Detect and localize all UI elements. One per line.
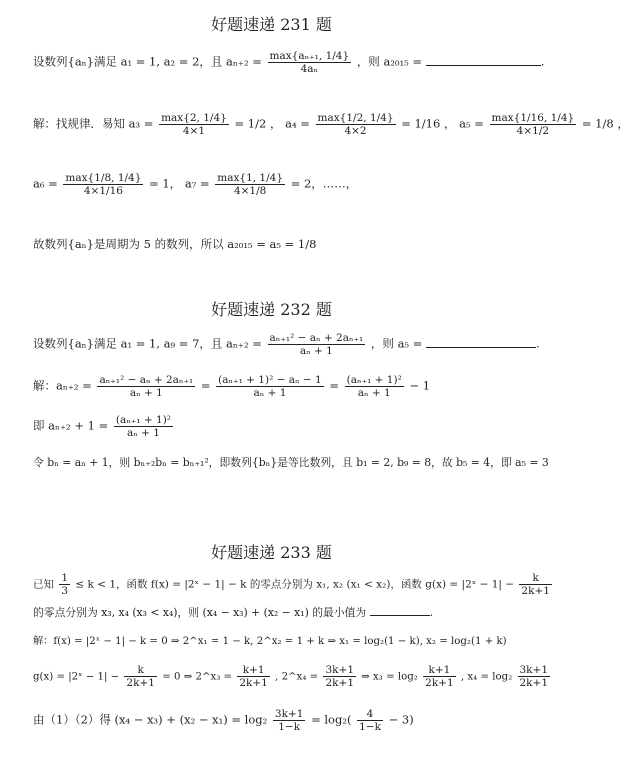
- problem-233-question-line2: 的零点分别为 x₃, x₄ (x₃ < x₄)，则 (x₄ − x₃) + (x₂ − x₁) 的最小值为 .: [33, 606, 434, 619]
- answer-blank: [426, 347, 536, 348]
- problem-232-question: 设数列{aₙ}满足 a₁ = 1, a₉ = 7，且 aₙ₊₂ = $\frac{\text{aₙ₊₁² − aₙ + 2aₙ₊₁}}{\text{aₙ + 1}}$ ，则 a₅ = .: [33, 332, 540, 357]
- fraction: $\frac{k+1}{2k+1}$: [425, 664, 454, 689]
- fraction: $\frac{\text{(aₙ₊₁ + 1)²}}{\text{aₙ + 1}}$: [346, 374, 402, 399]
- problem-231-conclusion: 故数列{aₙ}是周期为 5 的数列，所以 a₂₀₁₅ = a₅ = 1/8: [33, 237, 317, 251]
- fraction: $\frac{\text{aₙ₊₁² − aₙ + 2aₙ₊₁}}{\text{aₙ + 1}}$: [269, 332, 364, 357]
- fraction: max{1/8, 1/4} 4×1/16: [65, 172, 142, 197]
- problem-232-solution-line3: 令 bₙ = aₙ + 1，则 bₙ₊₂bₙ = bₙ₊₁²，即数列{bₙ}是等比数列，且 b₁ = 2, b₉ = 8，故 b₅ = 4，即 a₅ = 3: [33, 456, 549, 469]
- answer-blank: [370, 615, 430, 616]
- problem-233-solution-line1: 解：f(x) = |2ˣ − 1| − k = 0 ⇒ 2^x₁ = 1 − k, 2^x₂ = 1 + k ⇒ x₁ = log₂(1 − k), x₂ = log₂(1 + k): [33, 636, 507, 647]
- answer-blank: [426, 65, 541, 66]
- fraction: $\frac{\text{(aₙ₊₁ + 1)² − aₙ − 1}}{\text{aₙ + 1}}$: [218, 374, 322, 399]
- problem-231-solution-line2: a₆ = max{1/8, 1/4} 4×1/16 = 1， a₇ = max{1, 1/4} 4×1/8 = 2，……，: [33, 172, 358, 197]
- fraction: $\frac{3k+1}{2k+1}$: [325, 664, 355, 689]
- fraction: $\frac{k}{2k+1}$: [126, 664, 155, 689]
- fraction: $\frac{\text{(aₙ₊₁ + 1)²}}{\text{aₙ + 1}}$: [115, 414, 172, 439]
- fraction: $\frac{k}{2k+1}$: [521, 572, 550, 597]
- fraction: $\frac{k+1}{2k+1}$: [239, 664, 268, 689]
- problem-232-solution-line1: 解：aₙ₊₂ = $\frac{\text{aₙ₊₁² − aₙ + 2aₙ₊₁}}{\text{aₙ + 1}}$ = $\frac{\text{(aₙ₊₁ + 1)² − aₙ − 1}}{\text{aₙ + 1}}$ = $\frac{\text{(aₙ₊₁ + 1)²}}{\text{aₙ + 1}}$ − 1: [33, 374, 431, 399]
- problem-231-solution-line1: 解：找规律．易知 a₃ = max{2, 1/4} 4×1 = 1/2 ， a₄ = max{1/2, 1/4} 4×2 = 1/16 ， a₅ = max{1/16, 1/4} 4×1/2 = 1/8 ，: [33, 112, 629, 137]
- fraction: $\frac{3k+1}{2k+1}$: [519, 664, 549, 689]
- problem-232-solution-line2: 即 aₙ₊₂ + 1 = $\frac{\text{(aₙ₊₁ + 1)²}}{\text{aₙ + 1}}$: [33, 414, 172, 439]
- problem-233-solution-line3: 由（1）（2）得 (x₄ − x₃) + (x₂ − x₁) = log₂ $\frac{3k+1}{1-k}$ = log₂( $\frac{4}{1-k}$ − 3): [33, 708, 414, 733]
- problem-232-title: 好题速递 232 题: [211, 300, 332, 319]
- problem-233-title: 好题速递 233 题: [211, 543, 332, 562]
- fraction: max{1, 1/4} 4×1/8: [217, 172, 284, 197]
- fraction: $\frac{3k+1}{1-k}$: [274, 708, 304, 733]
- fraction: $\frac{4}{1-k}$: [359, 708, 381, 733]
- problem-233-solution-line2: g(x) = |2ˣ − 1| − $\frac{k}{2k+1}$ = 0 ⇒ 2^x₃ = $\frac{k+1}{2k+1}$ , 2^x₄ = $\frac{3k+1}{2k+1}$ ⇒ x₃ = log₂ $\frac{k+1}{2k+1}$ , x₄ = log₂ $\frac{3k+1}{2k+1}$: [33, 664, 549, 689]
- fraction: max{aₙ₊₁, 1/4} 4aₙ: [269, 50, 350, 75]
- problem-231-title: 好题速递 231 题: [211, 15, 332, 34]
- fraction: max{2, 1/4} 4×1: [161, 112, 227, 137]
- fraction: $\frac{\text{aₙ₊₁² − aₙ + 2aₙ₊₁}}{\text{aₙ + 1}}$: [99, 374, 194, 399]
- fraction: max{1/2, 1/4} 4×2: [317, 112, 394, 137]
- fraction: max{1/16, 1/4} 4×1/2: [491, 112, 575, 137]
- problem-231-question: 设数列{aₙ}满足 a₁ = 1, a₂ = 2，且 aₙ₊₂ = max{aₙ₊₁, 1/4} 4aₙ ，则 a₂₀₁₅ = .: [33, 50, 545, 75]
- fraction: $\frac{1}{3}$: [61, 572, 69, 597]
- problem-233-question-line1: 已知 $\frac{1}{3}$ ≤ k < 1，函数 f(x) = |2ˣ − 1| − k 的零点分别为 x₁, x₂ (x₁ < x₂)，函数 g(x) = |2ˣ − 1| − $\frac{k}{2k+1}$: [33, 572, 550, 597]
